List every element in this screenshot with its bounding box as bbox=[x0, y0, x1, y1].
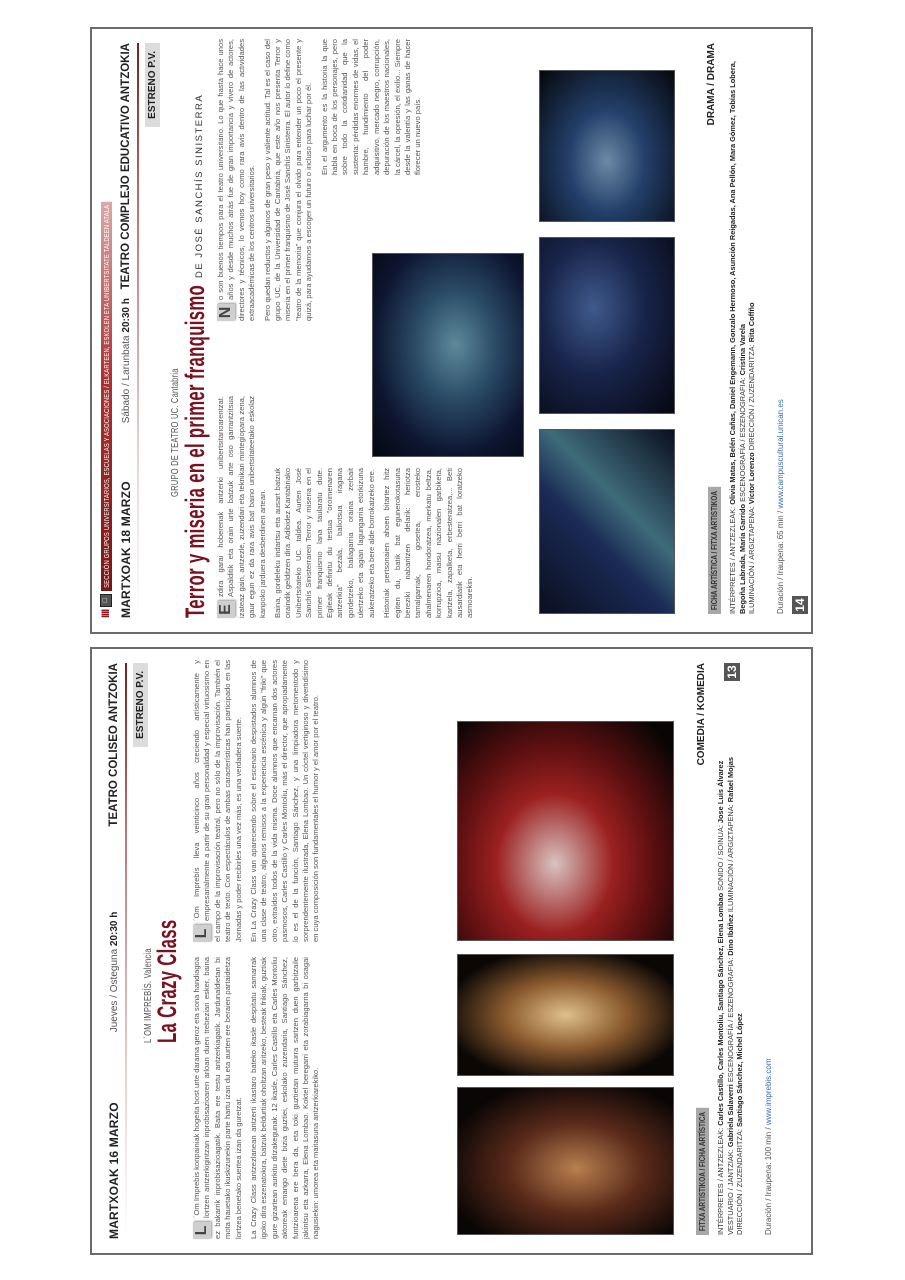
event-time bbox=[121, 298, 132, 423]
credit-label: ESCENOGRAFÍA / ESZENOGRAFIA: bbox=[725, 955, 735, 1085]
duration-text: Duración / Iraupena: 65 min / bbox=[776, 508, 785, 614]
spanish-paragraph: N o son buenos tiempos para el teatro universitario. Lo que hasta hace unos años y desde muchos atrás fue de gran importancia y vivero de actores, directores y técnicos, lo vemos hoy como rara avis dentro de las actividades extraacadémicas de los centros universitarios. bbox=[216, 39, 257, 321]
event-date: MARTXOAK 18 MARZO bbox=[119, 481, 133, 618]
event-time bbox=[109, 912, 120, 1033]
page-number: 13 bbox=[724, 663, 740, 681]
credit-value: Dino Ibáñez bbox=[725, 914, 735, 956]
credit-value: Cristina Varela bbox=[737, 324, 747, 376]
genre-label: DRAMA / DRAMA bbox=[706, 43, 717, 126]
basque-paragraph: Historiak pertsonaien ahoen bitartez hitz egiten du, batik bat egunerokotasuna bereziki nabaritzen delarik: heriotza tamalgarriak, gosetea, erosteko ahalmenaren hondoratzea, merkatu beltza, korrupzioa, maisu nazionalen garbiketa, kartzela, zapalketa, erbesteratzea,... Beti ausardiatik eta herri berri bat loratzeko asmoarekin. bbox=[382, 468, 475, 618]
genre-label: COMEDIA / KOMEDIA bbox=[696, 663, 707, 766]
basque-paragraph: L ´Om Imprebis konpainiak hogeita bost urte darama geroz eta sona handiagoa lortzen antzerkigintzan inprobisazioaren arloan duen trebeziari esker, baina ez bakarrik inprobisazioagatik. Baita ere testu antzerkiagatik. Jardunaldietan bi mota hauetako ikuskizunekin parte hartu izan du eta aurten ere beraien partaidetza lortzea benetako suertea izan da guretzat. bbox=[192, 957, 243, 1239]
section-logo-icon: □ bbox=[100, 594, 112, 607]
ficha-artistica-tag: FICHA ARTÍSTICA / FITXA ARTISTIKOA bbox=[708, 487, 721, 614]
credits bbox=[716, 675, 745, 1235]
event-day: Jueves / Osteguna bbox=[108, 946, 120, 1033]
event-venue: TEATRO COLISEO ANTZOKIA bbox=[108, 663, 120, 827]
event-hour: 20:30 h bbox=[120, 298, 132, 333]
section-label: SECCIÓN GRUPOS UNIVERSITARIOS, ESCUELAS Y ASOCIACIONES / ELKARTEEN, ESKOLEN ETA UNIBERTSITATE TALDEEN ATALA bbox=[101, 201, 112, 590]
event-header bbox=[106, 663, 122, 1239]
event-header bbox=[118, 43, 134, 618]
credit-value: Carles Castillo, Carles Montoliu, Santiago Sánchez, Elena Lombao bbox=[716, 892, 725, 1126]
event-hour: 20:30 h bbox=[108, 911, 120, 947]
credit-label: SONIDO / SOINUA: bbox=[716, 823, 725, 893]
basque-text-column bbox=[192, 957, 327, 1239]
section-band bbox=[100, 92, 112, 618]
credit-value: Santiago Sánchez, Michel López bbox=[735, 1013, 745, 1127]
photo-two-actors bbox=[457, 954, 674, 1076]
company-name: L´OM IMPREBÍS. Valencia bbox=[142, 948, 154, 1043]
photo-stage-group bbox=[539, 429, 675, 614]
dropcap: L bbox=[193, 925, 211, 942]
photo-actor-chalkboard bbox=[539, 70, 675, 222]
play-title: La Crazy Class bbox=[152, 919, 182, 1043]
duration bbox=[776, 399, 785, 614]
event-date: MARTXOAK 16 MARZO bbox=[107, 1102, 121, 1239]
page-13-la-crazy-class bbox=[90, 647, 813, 1255]
credit-label: VESTUARIO / JANTZIAK: bbox=[725, 1147, 735, 1235]
header-rule bbox=[137, 43, 139, 618]
bars-icon: IIII bbox=[100, 609, 112, 618]
website-link[interactable]: www.campuscultural.unican.es bbox=[776, 399, 785, 509]
page-14-terror-y-miseria bbox=[90, 27, 813, 634]
estreno-badge: ESTRENO P.V. bbox=[145, 43, 160, 127]
play-title: Terror y miseria en el primer franquismo bbox=[180, 284, 210, 618]
duration bbox=[764, 1058, 773, 1235]
spanish-paragraph: En el argumento es la historia la que habla en boca de los personajes, pero sobre todo la cotidianidad que la sustenta: pérdidas enormes de vidas, el hambre, hundimiento del poder adquisitivo, mercado negro, corrupción, depuración de los maestros nacionales, la cárcel, la opresión, el exilio... Siempre desde la valentía y las ganas de hacer florecer un nuevo país. bbox=[319, 39, 423, 175]
photo-actor-cap bbox=[457, 1087, 674, 1235]
photo-seated-table bbox=[539, 237, 675, 414]
spanish-paragraph: L ´Om Imprebís lleva veinticinco años creciendo artísticamente y empresarialmente a partir de su gran personalidad y especial virtuosismo en el campo de la improvisación teatral, pero no sólo de la improvisación. También el teatro de texto. Con espectáculos de ambas características han participado en las Jornadas y poder recibirles una vez más, es una verdadera suerte. bbox=[192, 660, 243, 942]
header-rule bbox=[125, 663, 127, 1239]
credit-label: DIRECCIÓN / ZUZENDARITZA: bbox=[735, 1127, 745, 1235]
spanish-paragraph: En La Crazy Class van apareciendo sobre el escenario despistados alumnos de una clase de teatro, algunos remisos a la experiencia escénica y algún "friki" que otro, extraídos todos de la vida misma. Doce alumnos que encarnan dos actores pasmosos, Carles Castillo y Carles Montoliu, más el director, que apropiadamente lo es el de la función, Santiago Sánchez, y una limpiadora metomentodo y sorprendentemente ilustrada, Elena Lombao. Un cóctel vertiginoso y divertidísimo en cuya composición son fundamentales el humor y el amor por el teatro. bbox=[249, 660, 321, 942]
credit-label: INTÉRPRETES / ANTZEZLEAK: bbox=[716, 1125, 725, 1235]
company-name: GRUPO DE TEATRO UC. Cantabria bbox=[169, 368, 181, 497]
photo-actors-red-robe bbox=[457, 721, 674, 941]
spanish-paragraph: Pero quedan reductos y algunos de gran peso y valiente actitud. Tal es el caso del grupo UC, de la Universidad de Cantabria, que este año nos presenta Terror y miseria en el primer franquismo de José Sanchís Sinisterra. El autor lo define como "teatro de la memoria" que conjura el olvido para entender un poco el presente y quizá, para ayudarnos a escoger un futuro o incluso para luchar por él. bbox=[262, 39, 314, 321]
duration-text: Duración / Iraupena: 100 min / bbox=[764, 1125, 773, 1235]
credit-label: INTÉRPRETES / ANTZEZLEAK: bbox=[728, 504, 737, 614]
photo-actresses-lying bbox=[372, 253, 524, 457]
event-venue: TEATRO COMPLEJO EDUCATIVO ANTZOKIA bbox=[120, 43, 132, 290]
credit-label: ILUMINACIÓN / ARGIZTAPENA: bbox=[747, 504, 757, 614]
credit-value: Jose Luis Álvarez bbox=[716, 760, 725, 824]
credit-value: Gabriela Salaverri bbox=[725, 1084, 735, 1148]
credit-label: ILUMINACIÓN / ARGIZTAPENA: bbox=[725, 802, 735, 915]
spanish-text-column bbox=[192, 660, 327, 942]
website-link[interactable]: www.imprebis.com bbox=[764, 1058, 773, 1126]
ficha-artistica-tag: FITXA ARTISTIKOA / FICHA ARTÍSTICA bbox=[696, 1108, 709, 1235]
estreno-badge: ESTRENO P.V. bbox=[133, 663, 148, 747]
page-number: 14 bbox=[792, 596, 808, 614]
play-author: DE JOSÉ SANCHÍS SINISTERRA bbox=[194, 93, 205, 278]
event-day: Sábado / Larunbata bbox=[120, 332, 132, 424]
credit-value: Víctor Lorenzo bbox=[747, 452, 757, 505]
credit-value: Rafael Mojas bbox=[725, 757, 735, 803]
basque-paragraph: E zdira garai hoberenak antzerki unibertsitarioarentzat. Aspalditik eta orain urte batzuk arte oso garrantzitsua izateaz gain, antzezle, zuzendari eta teknikari mintegiopara zena, gaur egun ez da rara avis bat baino unibertsitateetako eskolaz kanpoko jarduera desberdinen artean. bbox=[216, 396, 267, 618]
credits bbox=[728, 54, 757, 614]
credit-label: DIRECCIÓN / ZUZENDARITZA: bbox=[747, 342, 757, 453]
basque-paragraph: Baina, gordeleku indartsu eta ausart batzuk oraindik gelditzen dira. Adibidez Kantabriako Unibertsitateko UC. taldea. Aurten José Sanchís Sinisterraren Terror y miseria en el primer franquismo lana taularatu dute. Egileak definitu du testua "oroimenaren antzerkia" bezala, baliotsua iragana gordetzeko, baliagarria oraina zerbait ulertzeko eta agian lagungarria etorkizuna aukeratzeko eta bere alde borrokatzeko ere. bbox=[273, 468, 376, 618]
dropcap: N bbox=[217, 304, 235, 321]
dropcap: L bbox=[193, 1222, 211, 1239]
credit-value: Olivia Matas, Belén Cañas, Daniel Engemann, Gonzalo Hermoso, Asunción Reigadas, Ana Pellón, Mara Gómez, Tobías Lobera, Begoña Labrada, María Garrido bbox=[728, 61, 747, 614]
basque-paragraph: La Crazy Class antzezlanean antzerti ikastaro bateko ikasle despitatu samarrak igoko dira eszenatokira, batzuk beldurtiak oholtzan aritzeko, besteak frikiak, guztiak gure gizartean aurkitu ditzakegunak. 12 ikasle, Carles Castillo eta Carles Montoliu aktoreak emango diete bizia guztiei, eskolako zuzendaria, Santiago Sánchez, funtzioarena ere bera da, eta toki guztietan muturra sartzen duen garbitzaile jakintsu eta azkarra, Elena Lombao. Koktel beregarri eta zorabiagarria bi osagai nagusiekin: umorea eta maitasuna antzerkiarekiko. bbox=[249, 957, 321, 1239]
credit-label: ESCENOGRAFÍA / ESZENOGRAFIA: bbox=[737, 375, 747, 504]
credit-value: Rita Coffño bbox=[747, 302, 757, 343]
dropcap: E bbox=[217, 601, 235, 618]
